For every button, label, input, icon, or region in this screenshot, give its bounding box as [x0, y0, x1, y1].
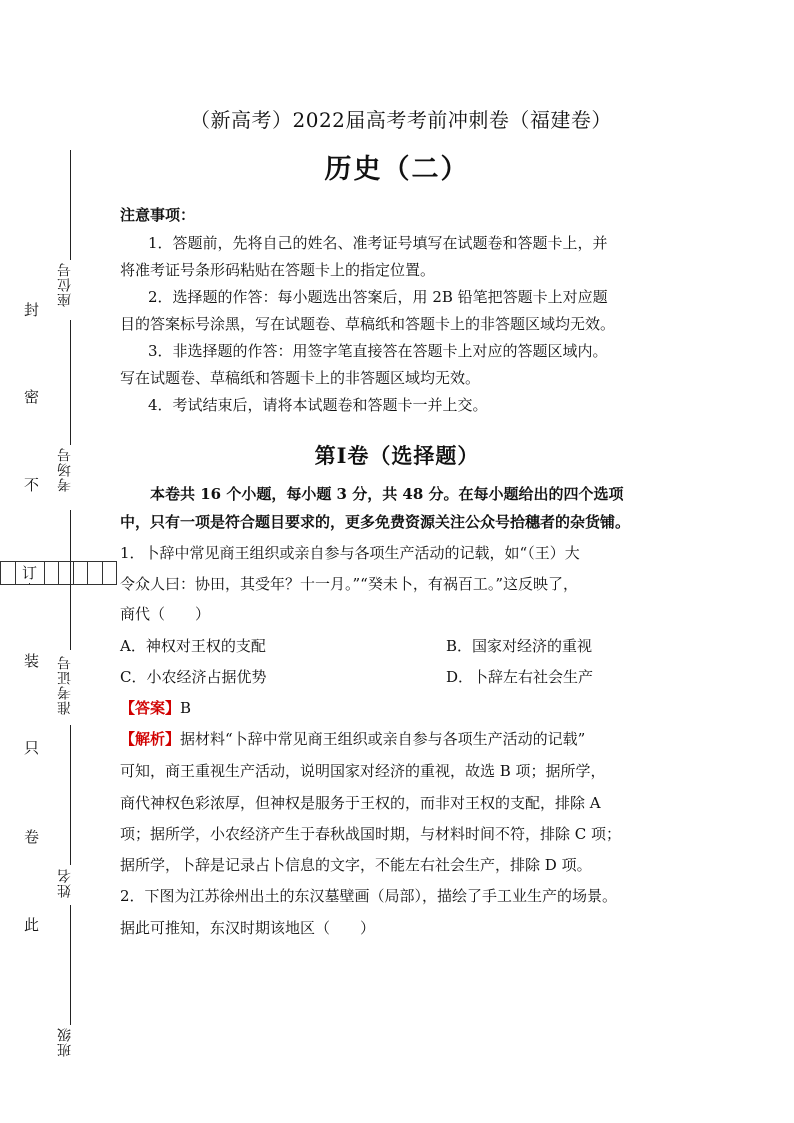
answer-value: B — [180, 699, 192, 717]
seal-char-4: 订 — [22, 564, 38, 582]
q1-analysis-line-5: 据所学，卜辞是记录占卜信息的文字，不能左右社会生产，排除 D 项。 — [120, 856, 592, 874]
ticket-number-label: 准考证号 — [57, 655, 73, 715]
notice-line-6: 写在试题卷、草稿纸和答题卡上的非答题区域均无效。 — [120, 369, 481, 387]
q1-answer — [120, 697, 680, 718]
class-label: 班级 — [57, 1027, 73, 1057]
q1-option-a: A．神权对王权的支配 — [120, 637, 266, 655]
seat-number-label: 座位号 — [57, 262, 73, 307]
q1-stem-line-3: 商代（ ） — [120, 605, 211, 623]
name-line — [70, 725, 71, 865]
notice-line-7: 4．考试结束后，请将本试题卷和答题卡一并上交。 — [148, 396, 488, 414]
q1-analysis-line-4: 项；据所学，小农经济产生于春秋战国时期，与材料时间不符，排除 C 项； — [120, 825, 622, 843]
notice-heading: 注意事项： — [120, 206, 196, 224]
seal-char-8: 此 — [24, 916, 40, 934]
seat-line — [70, 150, 71, 260]
binding-strip — [0, 561, 117, 585]
notice-line-5: 3．非选择题的作答：用签字笔直接答在答题卡上对应的答题区域内。 — [148, 342, 608, 360]
q1-stem-line-2: 令众人曰：协田，其受年？十一月。”“癸未卜，有祸百工。”这反映了， — [120, 575, 579, 593]
section-title: 第Ⅰ卷（选择题） — [314, 443, 480, 468]
class-line — [70, 905, 71, 1025]
q1-stem-line-1: 1．卜辞中常见商王组织或亲自参与各项生产活动的记载，如“（王）大 — [120, 544, 580, 562]
ticket-line — [70, 510, 71, 650]
exam-room-label: 考场号 — [57, 447, 73, 492]
q1-option-d: D．卜辞左右社会生产 — [446, 668, 594, 686]
q1-analysis-line-3: 商代神权色彩浓厚，但神权是服务于王权的，而非对王权的支配，排除 A — [120, 794, 601, 812]
seal-char-7: 卷 — [24, 828, 40, 846]
exam-title: （新高考）2022届高考考前冲刺卷（福建卷） — [190, 108, 612, 132]
analysis-text-1: 据材料“卜辞中常见商王组织或亲自参与各项生产活动的记载” — [180, 730, 586, 748]
name-label: 姓名 — [57, 868, 73, 898]
q1-option-b: B．国家对经济的重视 — [446, 637, 593, 655]
q1-analysis-line-2: 可知，商王重视生产活动，说明国家对经济的重视，故选 B 项；据所学， — [120, 762, 606, 780]
seal-char-3: 不 — [24, 476, 40, 494]
section-intro-1: 本卷共 16 个小题，每小题 3 分，共 48 分。在每小题给出的四个选项 — [150, 485, 624, 503]
q2-stem-line-2: 据此可推知，东汉时期该地区（ ） — [120, 919, 376, 937]
q1-analysis-line-1 — [120, 728, 680, 749]
analysis-tag: 【解析】 — [120, 730, 181, 748]
room-line — [70, 320, 71, 445]
notice-line-2: 将准考证号条形码粘贴在答题卡上的指定位置。 — [120, 261, 436, 279]
q1-option-c: C．小农经济占据优势 — [120, 668, 267, 686]
answer-tag: 【答案】 — [120, 699, 181, 717]
seal-char-5: 装 — [24, 652, 40, 670]
notice-line-1: 1．答题前，先将自己的姓名、准考证号填写在试题卷和答题卡上，并 — [148, 234, 608, 252]
notice-line-3: 2．选择题的作答：每小题选出答案后，用 2B 铅笔把答题卡上对应题 — [148, 288, 608, 306]
q2-stem-line-1: 2．下图为江苏徐州出土的东汉墓壁画（局部），描绘了手工业生产的场景。 — [120, 887, 618, 905]
seal-char-2: 密 — [24, 388, 40, 406]
section-intro-2: 中，只有一项是符合题目要求的，更多免费资源关注公众号拾穗者的杂货铺。 — [120, 513, 631, 531]
seal-char-6: 只 — [24, 739, 40, 757]
subject-title: 历史（二） — [324, 154, 470, 185]
notice-line-4: 目的答案标号涂黑，写在试题卷、草稿纸和答题卡上的非答题区域均无效。 — [120, 315, 616, 333]
seal-char-1: 封 — [24, 301, 40, 319]
